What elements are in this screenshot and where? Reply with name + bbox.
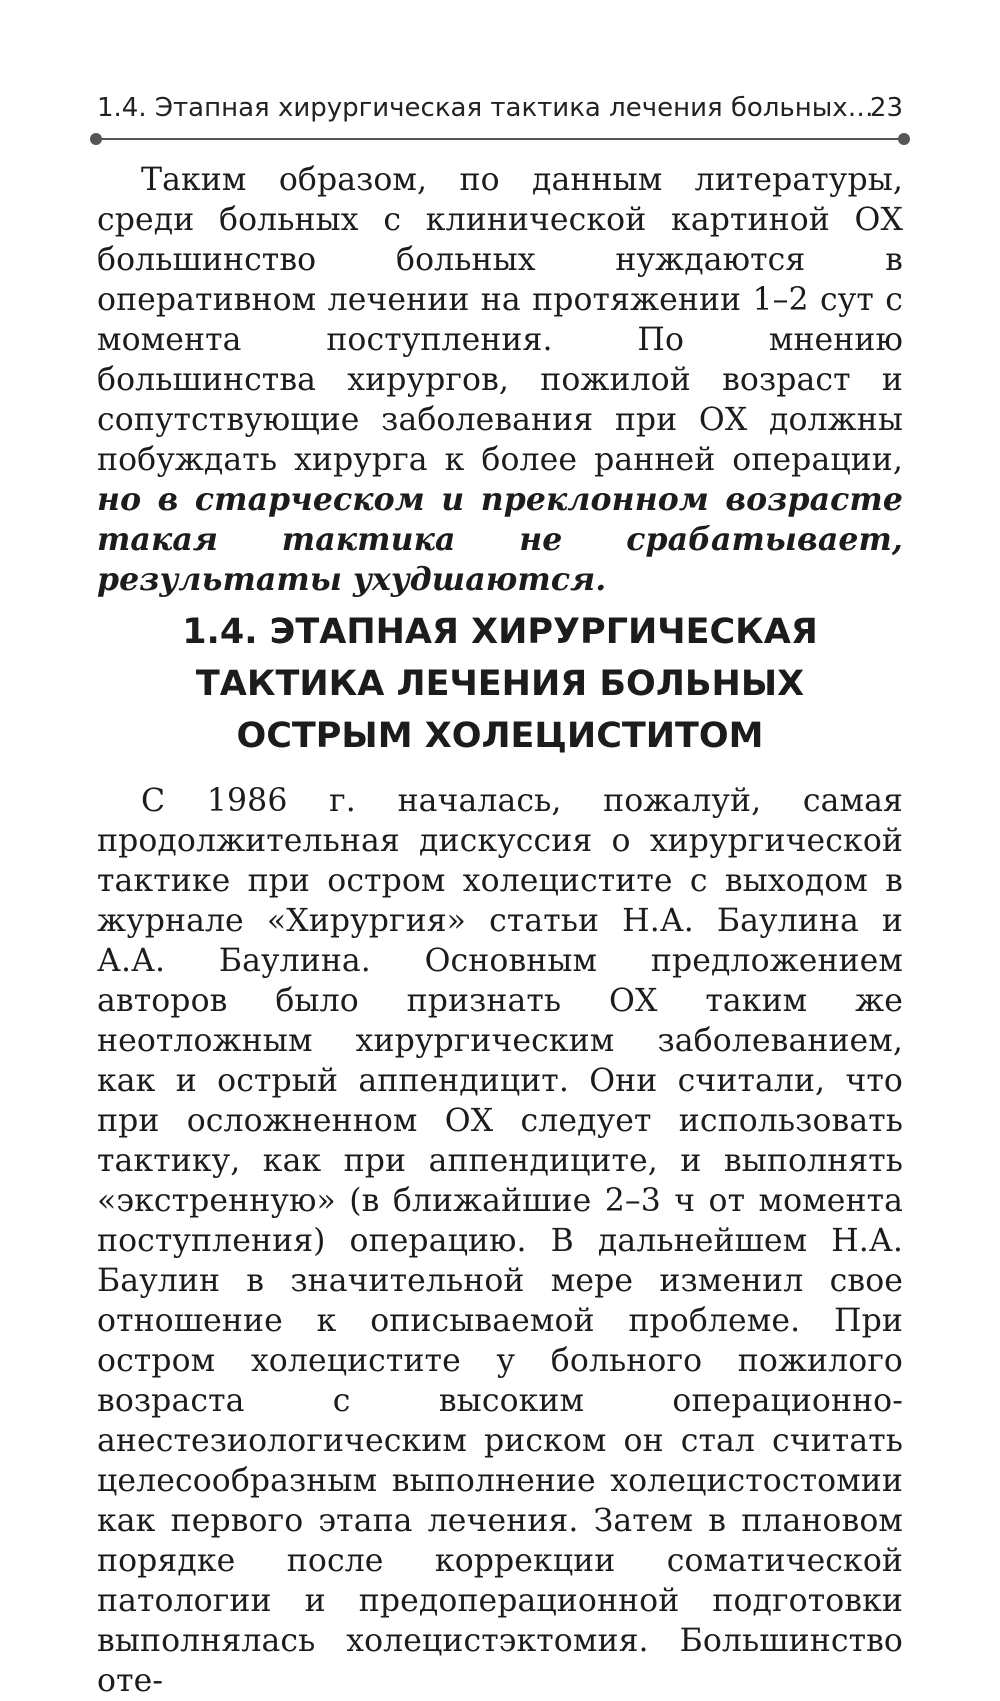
section-heading-line-2: ТАКТИКА ЛЕЧЕНИЯ БОЛЬНЫХ bbox=[195, 664, 805, 704]
header-divider bbox=[90, 133, 910, 145]
paragraph-conclusion-plain: Таким образом, по данным литературы, среди больных с клинической картиной ОХ большинство больных нуждаются в оперативном лечении на протяжении 1–2 сут с момента поступления. По мнению большинства хирургов, пожилой возраст и сопутствующие заболевания при ОХ должны побуждать хирурга к более ранней операции, bbox=[97, 162, 903, 478]
paragraph-conclusion-emphasis: но в старческом и преклонном возрасте такая тактика не срабатывает, результаты ухудшаются. bbox=[97, 481, 903, 598]
paragraph-discussion bbox=[97, 781, 903, 1701]
paragraph-conclusion-text bbox=[97, 160, 903, 600]
section-heading bbox=[97, 606, 903, 762]
running-head bbox=[97, 93, 903, 133]
divider-dot-right bbox=[898, 133, 910, 145]
running-head-title: 1.4. Этапная хирургическая тактика лечения больных… bbox=[97, 93, 874, 123]
divider-line bbox=[95, 138, 905, 140]
paragraph-conclusion bbox=[97, 160, 903, 600]
paragraph-discussion-text: С 1986 г. началась, пожалуй, самая продолжительная дискуссия о хирургической тактике при остром холецистите с выходом в журнале «Хирургия» статьи Н.А. Баулина и А.А. Баулина. Основным предложением авторов было признать ОХ таким же неотложным хирургическим заболеванием, как и острый аппендицит. Они считали, что при осложненном ОХ следует использовать тактику, как при аппендиците, и выполнять «экстренную» (в ближайшие 2–3 ч от момента поступления) операцию. В дальнейшем Н.А. Баулин в значительной мере изменил свое отношение к описываемой проблеме. При остром холецистите у больного пожилого возраста с высоким операционно-анестезиологическим риском он стал считать целесообразным выполнение холецистостомии как первого этапа лечения. Затем в плановом порядке после коррекции соматической патологии и предоперационной подготовки выполнялась холецистэктомия. Большинство оте- bbox=[97, 783, 903, 1699]
page-number: 23 bbox=[869, 93, 903, 123]
section-heading-line-3: ОСТРЫМ ХОЛЕЦИСТИТОМ bbox=[236, 716, 764, 756]
section-heading-line-1: 1.4. ЭТАПНАЯ ХИРУРГИЧЕСКАЯ bbox=[182, 612, 818, 652]
